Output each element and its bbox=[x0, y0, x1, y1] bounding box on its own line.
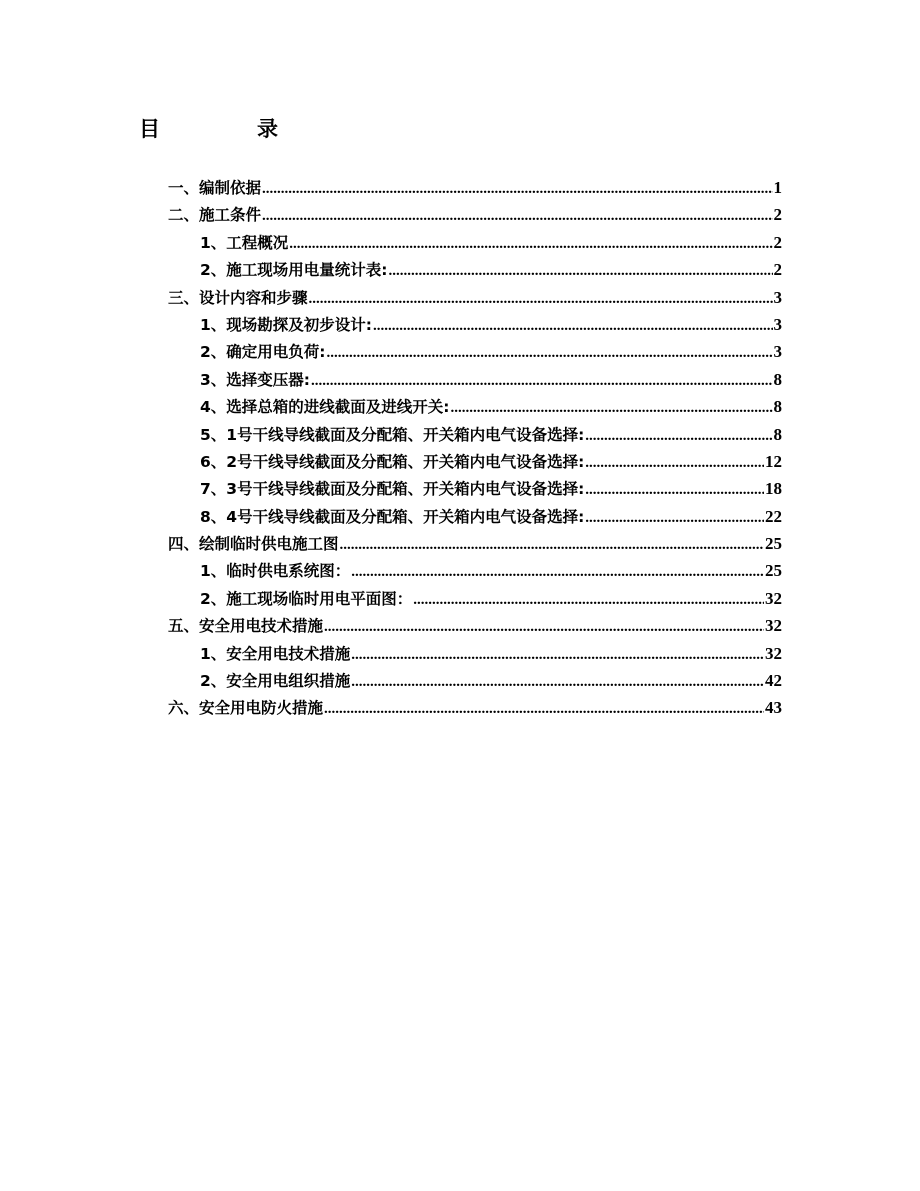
toc-entry-text: 一、编制依据 bbox=[168, 179, 262, 197]
toc-dot-leader bbox=[309, 291, 773, 308]
toc-entry[interactable] bbox=[168, 395, 782, 422]
toc-entry-text: 2、施工现场临时用电平面图： bbox=[200, 589, 413, 608]
toc-page-number: 25 bbox=[765, 561, 782, 581]
toc-dot-leader bbox=[351, 564, 764, 581]
toc-dot-leader bbox=[262, 181, 772, 198]
toc-entry[interactable] bbox=[168, 477, 782, 504]
toc-page-number: 1 bbox=[773, 178, 782, 197]
toc-entry-text: 四、绘制临时供电施工图 bbox=[168, 535, 339, 554]
toc-entry-text: 4、选择总箱的进线截面及进线开关: bbox=[200, 398, 450, 417]
toc-entry-text: 1、现场勘探及初步设计: bbox=[200, 315, 372, 334]
toc-entry[interactable] bbox=[168, 231, 782, 258]
toc-page-number: 32 bbox=[765, 643, 782, 663]
toc-entry-text: 五、安全用电技术措施 bbox=[168, 617, 324, 636]
toc-dot-leader bbox=[373, 318, 773, 335]
toc-dot-leader bbox=[289, 236, 772, 253]
toc-dot-leader bbox=[585, 482, 764, 499]
toc-entry-text: 7、3号干线导线截面及分配箱、开关箱内电气设备选择: bbox=[200, 480, 585, 499]
toc-dot-leader bbox=[413, 592, 764, 609]
toc-page-number: 3 bbox=[773, 342, 782, 362]
toc-page-number: 18 bbox=[765, 479, 782, 499]
toc-entry[interactable] bbox=[168, 176, 782, 203]
toc-entry-text: 2、确定用电负荷: bbox=[200, 343, 326, 362]
toc-dot-leader bbox=[351, 647, 764, 664]
toc-dot-leader bbox=[324, 701, 764, 718]
toc-entry[interactable] bbox=[168, 203, 782, 230]
toc-entry[interactable] bbox=[168, 450, 782, 477]
toc-dot-leader bbox=[451, 400, 773, 417]
toc-dot-leader bbox=[326, 345, 772, 362]
toc-entry[interactable] bbox=[168, 368, 782, 395]
toc-entry-text: 8、4号干线导线截面及分配箱、开关箱内电气设备选择: bbox=[200, 507, 585, 526]
toc-entry-text: 6、2号干线导线截面及分配箱、开关箱内电气设备选择: bbox=[200, 452, 585, 471]
toc-dot-leader bbox=[340, 537, 764, 554]
toc-entry[interactable] bbox=[168, 505, 782, 532]
toc-entry-text: 2、施工现场用电量统计表: bbox=[200, 261, 388, 280]
toc-entry[interactable] bbox=[168, 423, 782, 450]
toc-dot-leader bbox=[324, 619, 764, 636]
toc-dot-leader bbox=[311, 373, 773, 390]
toc-page-number: 8 bbox=[773, 397, 782, 417]
toc-entry[interactable] bbox=[168, 669, 782, 696]
toc-entry-text: 1、临时供电系统图： bbox=[200, 562, 351, 581]
toc-dot-leader bbox=[388, 263, 772, 280]
toc-page-number: 2 bbox=[773, 232, 782, 252]
toc-entry-text: 三、设计内容和步骤 bbox=[168, 288, 308, 307]
toc-entry[interactable] bbox=[168, 258, 782, 285]
toc-page-number: 2 bbox=[773, 205, 782, 225]
toc-dot-leader bbox=[585, 428, 772, 445]
toc-dot-leader bbox=[351, 674, 764, 691]
toc-page-number: 43 bbox=[765, 698, 782, 718]
toc-dot-leader bbox=[585, 510, 764, 527]
toc-entry-text: 1、工程概况 bbox=[200, 233, 289, 252]
toc-entry-text: 3、选择变压器: bbox=[200, 370, 310, 389]
toc-page-number: 32 bbox=[765, 588, 782, 608]
toc-page-number: 8 bbox=[773, 369, 782, 389]
toc-entry-text: 二、施工条件 bbox=[168, 206, 262, 225]
toc-page-number: 3 bbox=[773, 314, 782, 334]
toc-page-number: 8 bbox=[773, 424, 782, 444]
toc-entry[interactable] bbox=[168, 340, 782, 367]
toc-entry-text: 2、安全用电组织措施 bbox=[200, 672, 351, 691]
toc-entry[interactable] bbox=[168, 696, 782, 723]
toc-entry-text: 1、安全用电技术措施 bbox=[200, 644, 351, 663]
toc-dot-leader bbox=[585, 455, 764, 472]
toc-entry[interactable] bbox=[168, 559, 782, 586]
toc-entry[interactable] bbox=[168, 614, 782, 641]
toc-page-number: 25 bbox=[765, 534, 782, 554]
toc-page-number: 3 bbox=[773, 287, 782, 307]
toc-page-number: 32 bbox=[765, 616, 782, 636]
toc-entry[interactable] bbox=[168, 532, 782, 559]
page-title: 目 录 bbox=[139, 117, 316, 141]
toc-entry-text: 5、1号干线导线截面及分配箱、开关箱内电气设备选择: bbox=[200, 425, 585, 444]
toc-entry-text: 六、安全用电防火措施 bbox=[168, 699, 324, 718]
toc-page-number: 42 bbox=[765, 671, 782, 691]
toc-entry[interactable] bbox=[168, 587, 782, 614]
toc-page-number: 12 bbox=[765, 451, 782, 471]
toc-entry[interactable] bbox=[168, 642, 782, 669]
toc-entry[interactable] bbox=[168, 313, 782, 340]
toc-dot-leader bbox=[262, 208, 772, 225]
toc-entry[interactable] bbox=[168, 286, 782, 313]
table-of-contents bbox=[168, 176, 782, 724]
toc-page-number: 22 bbox=[765, 506, 782, 526]
toc-page-number: 2 bbox=[773, 260, 782, 280]
